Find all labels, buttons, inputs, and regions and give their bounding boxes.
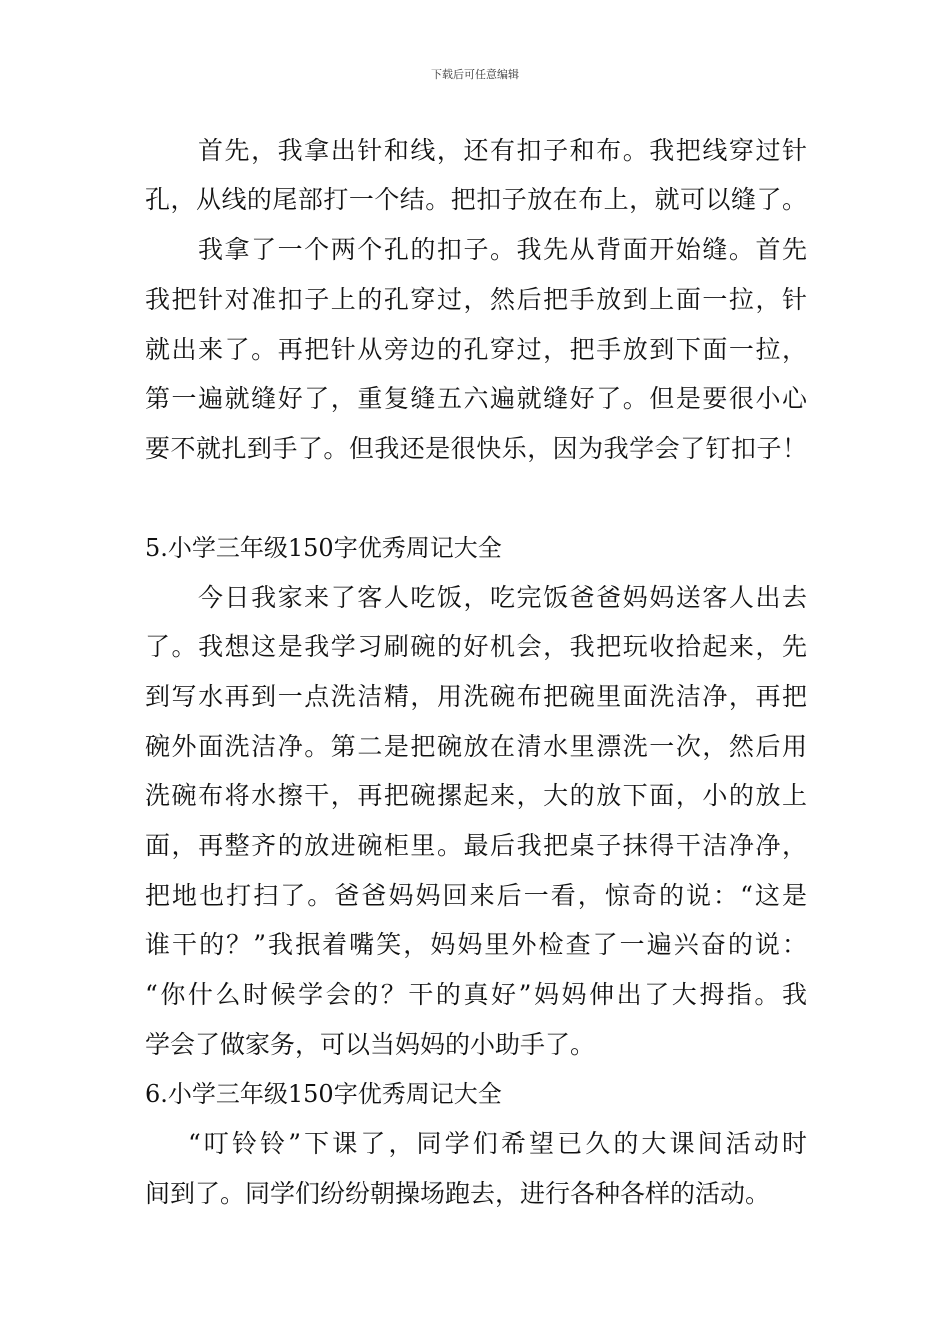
section-heading-6: 6.小学三年级150字优秀周记大全: [145, 1080, 502, 1108]
paragraph-line: “叮铃铃”下课了，同学们希望已久的大课间活动时: [188, 1129, 807, 1158]
paragraph-line: 到写水再到一点洗洁精，用洗碗布把碗里面洗洁净，再把: [145, 682, 807, 711]
paragraph-line: 孔，从线的尾部打一个结。把扣子放在布上，就可以缝了。: [145, 185, 807, 214]
paragraph-line: 第一遍就缝好了，重复缝五六遍就缝好了。但是要很小心: [145, 384, 807, 413]
paragraph-line: 面，再整齐的放进碗柜里。最后我把桌子抹得干洁净净，: [145, 831, 807, 860]
section-heading-5: 5.小学三年级150字优秀周记大全: [145, 534, 502, 562]
paragraph-line: 间到了。同学们纷纷朝操场跑去，进行各种各样的活动。: [145, 1179, 771, 1208]
paragraph-line: 谁干的？”我抿着嘴笑，妈妈里外检查了一遍兴奋的说：: [145, 930, 807, 959]
paragraph-line: 就出来了。再把针从旁边的孔穿过，把手放到下面一拉，: [145, 335, 807, 364]
page-header-note: 下载后可任意编辑: [431, 68, 519, 81]
paragraph-line: 了。我想这是我学习刷碗的好机会，我把玩收拾起来，先: [145, 632, 807, 661]
paragraph-line: 把地也打扫了。爸爸妈妈回来后一看，惊奇的说：“这是: [145, 881, 807, 910]
paragraph-line: 首先，我拿出针和线，还有扣子和布。我把线穿过针: [198, 136, 807, 165]
paragraph-line: 洗碗布将水擦干，再把碗摞起来，大的放下面，小的放上: [145, 781, 807, 810]
paragraph-line: 今日我家来了客人吃饭，吃完饭爸爸妈妈送客人出去: [198, 583, 807, 612]
paragraph-line: 碗外面洗洁净。第二是把碗放在清水里漂洗一次，然后用: [145, 732, 807, 761]
paragraph-line: 我把针对准扣子上的孔穿过，然后把手放到上面一拉，针: [145, 285, 807, 314]
paragraph-line: 我拿了一个两个孔的扣子。我先从背面开始缝。首先: [198, 235, 807, 264]
paragraph-line: “你什么时候学会的？干的真好”妈妈伸出了大拇指。我: [145, 980, 807, 1009]
paragraph-line: 要不就扎到手了。但我还是很快乐，因为我学会了钉扣子！: [145, 434, 807, 463]
paragraph-line: 学会了做家务，可以当妈妈的小助手了。: [145, 1030, 596, 1059]
